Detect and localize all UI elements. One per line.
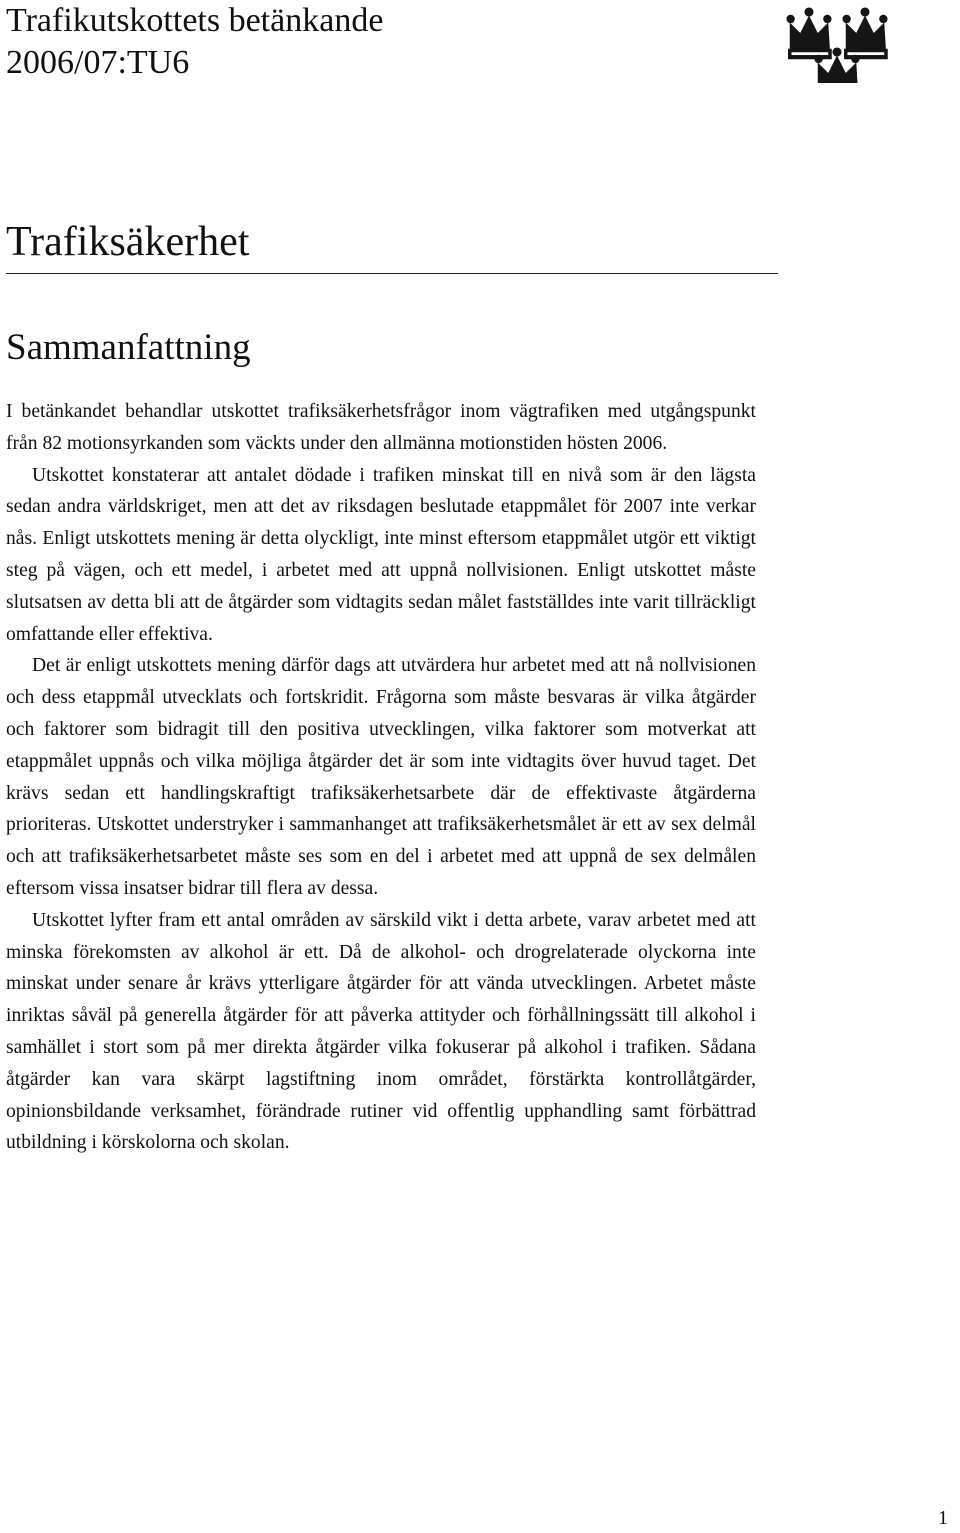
crown-top-left <box>786 7 831 59</box>
page-number: 1 <box>938 1507 948 1529</box>
paragraph-2: Utskottet konstaterar att antalet dödade i trafiken minskat till en nivå som är den lägsta sedan andra världskriget, men att det av riksdagen beslutade etappmålet för 2007 inte verkar nås. Enligt utskottets mening är detta olyckligt, inte minst eftersom etappmålet utgör ett viktigt steg på vägen, och ett medel, i arbetet med att uppnå nollvisionen. Enligt utskottet måste slutsatsen av detta bli att de åtgärder som vidtagits sedan målet fastställdes inte varit tillräckligt omfattande eller effektiva. <box>6 464 756 645</box>
document-title: Trafiksäkerhet <box>6 219 250 265</box>
summary-body <box>6 396 756 1159</box>
document-header <box>6 0 383 84</box>
report-number: 2006/07:TU6 <box>6 44 190 81</box>
committee-report-name: Trafikutskottets betänkande <box>6 2 384 39</box>
paragraph-4: Utskottet lyfter fram ett antal områden av särskild vikt i detta arbete, varav arbetet med att minska förekomsten av alkohol är ett. Då de alkohol- och drogrelaterade olyckorna inte minskat under senare år krävs ytterligare åtgärder för att vända utvecklingen. Arbetet måste inriktas såväl på generella åtgärder för att påverka attityder och förhållningssätt till alkohol i samhället i stort som på mer direkta åtgärder vilka fokuserar på alkohol i trafiken. Sådana åtgärder kan vara skärpt lagstiftning inom området, förstärkta kontrollåtgärder, opinionsbildande verksamhet, förändrade rutiner vid offentlig upphandling samt förbättrad utbildning i körskolorna och skolan. <box>6 909 756 1154</box>
crown-top-right <box>842 7 887 59</box>
section-heading-summary: Sammanfattning <box>6 327 251 368</box>
three-crowns-icon <box>786 3 894 83</box>
title-divider <box>6 273 778 274</box>
paragraph-3: Det är enligt utskottets mening därför dags att utvärdera hur arbetet med att nå nollvisionen och dess etappmål utvecklats och fortskridit. Frågorna som måste besvaras är vilka åtgärder och faktorer som bidragit till den positiva utvecklingen, vilka faktorer som motverkat att etappmålet uppnås och vilka möjliga åtgärder det är som inte vidtagits över huvud taget. Det krävs sedan ett handlingskraftigt trafiksäkerhetsarbete där de effektivaste åtgärderna prioriteras. Utskottet understryker i sammanhanget att trafiksäkerhetsmålet är ett av sex delmål och att trafiksäkerhetsarbetet måste ses som en del i arbetet med att uppnå de sex delmålen eftersom vissa insatser bidrar till flera av dessa. <box>6 655 756 899</box>
paragraph-1: I betänkandet behandlar utskottet trafiksäkerhetsfrågor inom vägtrafiken med utgångspunkt från 82 motionsyrkanden som väckts under den allmänna motionstiden hösten 2006. <box>6 401 756 454</box>
